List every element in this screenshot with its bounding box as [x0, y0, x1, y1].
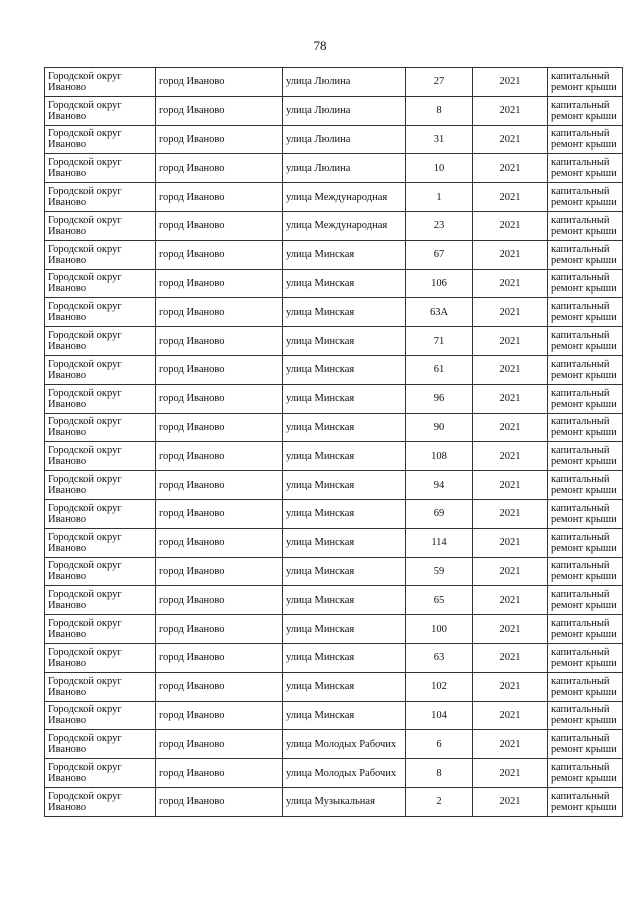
- city-cell: город Иваново: [156, 442, 283, 471]
- work-type-cell: капитальный ремонт крыши: [548, 327, 623, 356]
- table-row: [45, 586, 623, 615]
- table-row: [45, 442, 623, 471]
- street-cell: улица Международная: [283, 211, 406, 240]
- table-body: [45, 68, 623, 817]
- year-cell: 2021: [473, 68, 548, 97]
- house-number-cell: 90: [406, 413, 473, 442]
- city-cell: город Иваново: [156, 615, 283, 644]
- year-cell: 2021: [473, 730, 548, 759]
- house-number-cell: 27: [406, 68, 473, 97]
- district-cell: Городской округ Иваново: [45, 672, 156, 701]
- district-cell: Городской округ Иваново: [45, 269, 156, 298]
- work-type-cell: капитальный ремонт крыши: [548, 269, 623, 298]
- work-type-cell: капитальный ремонт крыши: [548, 787, 623, 816]
- street-cell: улица Минская: [283, 586, 406, 615]
- table-row: [45, 787, 623, 816]
- district-cell: Городской округ Иваново: [45, 68, 156, 97]
- table-row: [45, 298, 623, 327]
- year-cell: 2021: [473, 586, 548, 615]
- street-cell: улица Минская: [283, 643, 406, 672]
- house-number-cell: 10: [406, 154, 473, 183]
- street-cell: улица Минская: [283, 672, 406, 701]
- repair-registry-table: [44, 67, 623, 817]
- street-cell: улица Молодых Рабочих: [283, 759, 406, 788]
- work-type-cell: капитальный ремонт крыши: [548, 701, 623, 730]
- house-number-cell: 108: [406, 442, 473, 471]
- work-type-cell: капитальный ремонт крыши: [548, 672, 623, 701]
- year-cell: 2021: [473, 384, 548, 413]
- city-cell: город Иваново: [156, 471, 283, 500]
- year-cell: 2021: [473, 413, 548, 442]
- district-cell: Городской округ Иваново: [45, 327, 156, 356]
- house-number-cell: 96: [406, 384, 473, 413]
- house-number-cell: 65: [406, 586, 473, 615]
- house-number-cell: 69: [406, 499, 473, 528]
- house-number-cell: 31: [406, 125, 473, 154]
- district-cell: Городской округ Иваново: [45, 471, 156, 500]
- district-cell: Городской округ Иваново: [45, 96, 156, 125]
- street-cell: улица Минская: [283, 240, 406, 269]
- year-cell: 2021: [473, 557, 548, 586]
- year-cell: 2021: [473, 499, 548, 528]
- work-type-cell: капитальный ремонт крыши: [548, 240, 623, 269]
- year-cell: 2021: [473, 240, 548, 269]
- city-cell: город Иваново: [156, 68, 283, 97]
- city-cell: город Иваново: [156, 269, 283, 298]
- table-row: [45, 355, 623, 384]
- table-row: [45, 125, 623, 154]
- district-cell: Городской округ Иваново: [45, 240, 156, 269]
- city-cell: город Иваново: [156, 672, 283, 701]
- house-number-cell: 100: [406, 615, 473, 644]
- table-row: [45, 384, 623, 413]
- table-row: [45, 68, 623, 97]
- city-cell: город Иваново: [156, 586, 283, 615]
- table-row: [45, 701, 623, 730]
- house-number-cell: 67: [406, 240, 473, 269]
- work-type-cell: капитальный ремонт крыши: [548, 298, 623, 327]
- district-cell: Городской округ Иваново: [45, 528, 156, 557]
- table-row: [45, 96, 623, 125]
- street-cell: улица Люлина: [283, 125, 406, 154]
- city-cell: город Иваново: [156, 240, 283, 269]
- district-cell: Городской округ Иваново: [45, 759, 156, 788]
- table-row: [45, 557, 623, 586]
- house-number-cell: 114: [406, 528, 473, 557]
- house-number-cell: 59: [406, 557, 473, 586]
- city-cell: город Иваново: [156, 759, 283, 788]
- street-cell: улица Музыкальная: [283, 787, 406, 816]
- city-cell: город Иваново: [156, 183, 283, 212]
- year-cell: 2021: [473, 269, 548, 298]
- work-type-cell: капитальный ремонт крыши: [548, 125, 623, 154]
- house-number-cell: 71: [406, 327, 473, 356]
- year-cell: 2021: [473, 327, 548, 356]
- district-cell: Городской округ Иваново: [45, 557, 156, 586]
- work-type-cell: капитальный ремонт крыши: [548, 413, 623, 442]
- year-cell: 2021: [473, 154, 548, 183]
- table-row: [45, 499, 623, 528]
- table-row: [45, 183, 623, 212]
- street-cell: улица Минская: [283, 442, 406, 471]
- city-cell: город Иваново: [156, 211, 283, 240]
- city-cell: город Иваново: [156, 701, 283, 730]
- work-type-cell: капитальный ремонт крыши: [548, 183, 623, 212]
- work-type-cell: капитальный ремонт крыши: [548, 471, 623, 500]
- street-cell: улица Люлина: [283, 68, 406, 97]
- house-number-cell: 63А: [406, 298, 473, 327]
- street-cell: улица Минская: [283, 615, 406, 644]
- house-number-cell: 8: [406, 759, 473, 788]
- work-type-cell: капитальный ремонт крыши: [548, 499, 623, 528]
- house-number-cell: 94: [406, 471, 473, 500]
- city-cell: город Иваново: [156, 125, 283, 154]
- table-row: [45, 240, 623, 269]
- city-cell: город Иваново: [156, 413, 283, 442]
- district-cell: Городской округ Иваново: [45, 183, 156, 212]
- city-cell: город Иваново: [156, 384, 283, 413]
- street-cell: улица Минская: [283, 327, 406, 356]
- city-cell: город Иваново: [156, 327, 283, 356]
- district-cell: Городской округ Иваново: [45, 586, 156, 615]
- house-number-cell: 63: [406, 643, 473, 672]
- table-row: [45, 327, 623, 356]
- year-cell: 2021: [473, 355, 548, 384]
- work-type-cell: капитальный ремонт крыши: [548, 643, 623, 672]
- district-cell: Городской округ Иваново: [45, 154, 156, 183]
- table-row: [45, 154, 623, 183]
- table-row: [45, 759, 623, 788]
- house-number-cell: 104: [406, 701, 473, 730]
- city-cell: город Иваново: [156, 528, 283, 557]
- year-cell: 2021: [473, 183, 548, 212]
- district-cell: Городской округ Иваново: [45, 730, 156, 759]
- city-cell: город Иваново: [156, 355, 283, 384]
- street-cell: улица Минская: [283, 298, 406, 327]
- district-cell: Городской округ Иваново: [45, 298, 156, 327]
- work-type-cell: капитальный ремонт крыши: [548, 586, 623, 615]
- year-cell: 2021: [473, 701, 548, 730]
- year-cell: 2021: [473, 672, 548, 701]
- street-cell: улица Люлина: [283, 154, 406, 183]
- city-cell: город Иваново: [156, 787, 283, 816]
- house-number-cell: 2: [406, 787, 473, 816]
- work-type-cell: капитальный ремонт крыши: [548, 442, 623, 471]
- district-cell: Городской округ Иваново: [45, 615, 156, 644]
- district-cell: Городской округ Иваново: [45, 442, 156, 471]
- work-type-cell: капитальный ремонт крыши: [548, 557, 623, 586]
- table-row: [45, 471, 623, 500]
- year-cell: 2021: [473, 759, 548, 788]
- table-row: [45, 413, 623, 442]
- district-cell: Городской округ Иваново: [45, 499, 156, 528]
- year-cell: 2021: [473, 442, 548, 471]
- street-cell: улица Молодых Рабочих: [283, 730, 406, 759]
- district-cell: Городской округ Иваново: [45, 787, 156, 816]
- year-cell: 2021: [473, 471, 548, 500]
- street-cell: улица Минская: [283, 528, 406, 557]
- district-cell: Городской округ Иваново: [45, 211, 156, 240]
- table-row: [45, 528, 623, 557]
- table-row: [45, 730, 623, 759]
- house-number-cell: 6: [406, 730, 473, 759]
- year-cell: 2021: [473, 298, 548, 327]
- work-type-cell: капитальный ремонт крыши: [548, 96, 623, 125]
- street-cell: улица Минская: [283, 499, 406, 528]
- year-cell: 2021: [473, 211, 548, 240]
- house-number-cell: 1: [406, 183, 473, 212]
- street-cell: улица Минская: [283, 413, 406, 442]
- work-type-cell: капитальный ремонт крыши: [548, 154, 623, 183]
- work-type-cell: капитальный ремонт крыши: [548, 615, 623, 644]
- year-cell: 2021: [473, 125, 548, 154]
- district-cell: Городской округ Иваново: [45, 413, 156, 442]
- house-number-cell: 23: [406, 211, 473, 240]
- year-cell: 2021: [473, 615, 548, 644]
- work-type-cell: капитальный ремонт крыши: [548, 211, 623, 240]
- city-cell: город Иваново: [156, 96, 283, 125]
- page-number: 78: [313, 38, 327, 53]
- street-cell: улица Минская: [283, 471, 406, 500]
- street-cell: улица Минская: [283, 269, 406, 298]
- district-cell: Городской округ Иваново: [45, 701, 156, 730]
- work-type-cell: капитальный ремонт крыши: [548, 68, 623, 97]
- year-cell: 2021: [473, 96, 548, 125]
- city-cell: город Иваново: [156, 557, 283, 586]
- table-row: [45, 672, 623, 701]
- year-cell: 2021: [473, 528, 548, 557]
- work-type-cell: капитальный ремонт крыши: [548, 355, 623, 384]
- city-cell: город Иваново: [156, 730, 283, 759]
- house-number-cell: 102: [406, 672, 473, 701]
- street-cell: улица Люлина: [283, 96, 406, 125]
- table-row: [45, 269, 623, 298]
- street-cell: улица Минская: [283, 701, 406, 730]
- district-cell: Городской округ Иваново: [45, 384, 156, 413]
- city-cell: город Иваново: [156, 499, 283, 528]
- work-type-cell: капитальный ремонт крыши: [548, 384, 623, 413]
- city-cell: город Иваново: [156, 643, 283, 672]
- street-cell: улица Международная: [283, 183, 406, 212]
- table-row: [45, 615, 623, 644]
- year-cell: 2021: [473, 643, 548, 672]
- street-cell: улица Минская: [283, 355, 406, 384]
- house-number-cell: 61: [406, 355, 473, 384]
- district-cell: Городской округ Иваново: [45, 643, 156, 672]
- house-number-cell: 106: [406, 269, 473, 298]
- district-cell: Городской округ Иваново: [45, 125, 156, 154]
- city-cell: город Иваново: [156, 154, 283, 183]
- work-type-cell: капитальный ремонт крыши: [548, 528, 623, 557]
- work-type-cell: капитальный ремонт крыши: [548, 730, 623, 759]
- city-cell: город Иваново: [156, 298, 283, 327]
- house-number-cell: 8: [406, 96, 473, 125]
- table-row: [45, 211, 623, 240]
- street-cell: улица Минская: [283, 557, 406, 586]
- work-type-cell: капитальный ремонт крыши: [548, 759, 623, 788]
- district-cell: Городской округ Иваново: [45, 355, 156, 384]
- table-row: [45, 643, 623, 672]
- street-cell: улица Минская: [283, 384, 406, 413]
- year-cell: 2021: [473, 787, 548, 816]
